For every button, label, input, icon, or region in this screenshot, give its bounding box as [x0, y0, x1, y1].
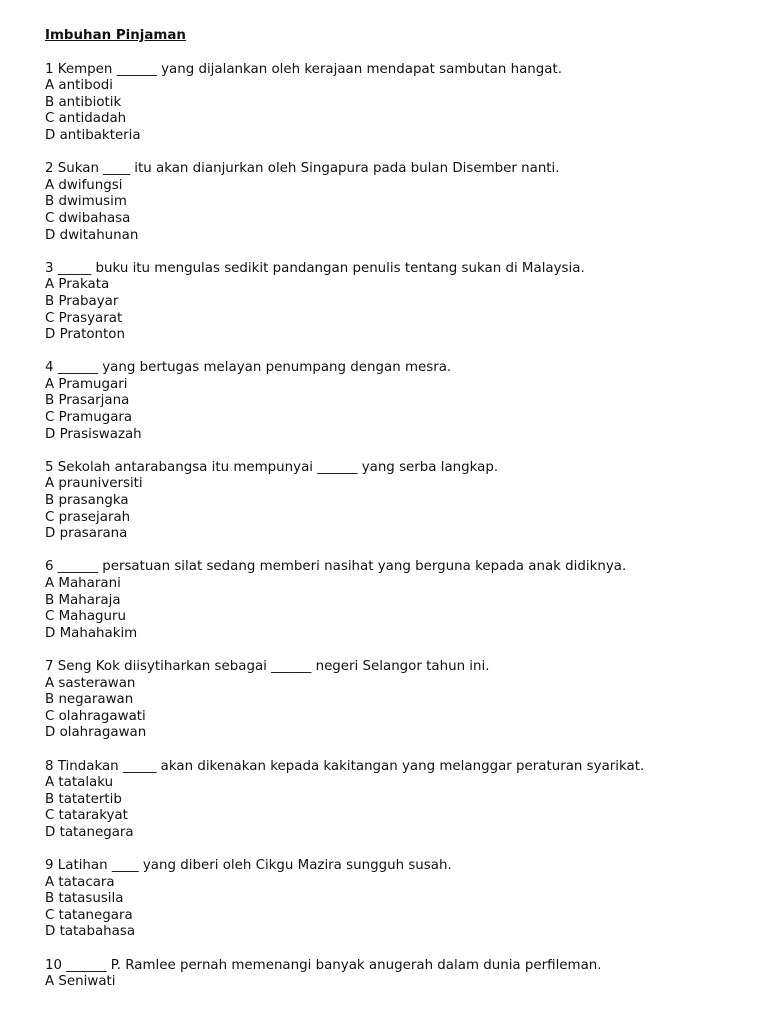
answer-option: C olahragawati	[45, 708, 146, 724]
answer-option: A dwifungsi	[45, 177, 123, 193]
answer-option: A sasterawan	[45, 675, 136, 691]
question-stem: 9 Latihan ____ yang diberi oleh Cikgu Mazira sungguh susah.	[45, 858, 452, 874]
answer-option: C tatarakyat	[45, 808, 128, 824]
question-block	[45, 659, 745, 742]
answer-option: A Prakata	[45, 277, 110, 293]
answer-option: A antibodi	[45, 78, 113, 94]
answer-option: D dwitahunan	[45, 227, 139, 243]
answer-option: A Seniwati	[45, 974, 116, 990]
question-block	[45, 559, 745, 642]
question-stem: 8 Tindakan _____ akan dikenakan kepada kakitangan yang melanggar peraturan syarikat.	[45, 758, 645, 774]
question-block	[45, 261, 745, 344]
answer-option: B Prabayar	[45, 293, 119, 309]
answer-option: C antidadah	[45, 111, 127, 127]
answer-option: D Mahahakim	[45, 625, 138, 641]
question-stem: 10 ______ P. Ramlee pernah memenangi banyak anugerah dalam dunia perfileman.	[45, 957, 602, 973]
answer-option: C prasejarah	[45, 509, 131, 525]
answer-option: B negarawan	[45, 692, 134, 708]
question-stem: 2 Sukan ____ itu akan dianjurkan oleh Singapura pada bulan Disember nanti.	[45, 161, 560, 177]
question-block	[45, 460, 745, 543]
question-stem: 4 ______ yang bertugas melayan penumpang dengan mesra.	[45, 360, 452, 376]
page-title: Imbuhan Pinjaman	[45, 28, 186, 43]
question-block	[45, 161, 745, 244]
question-block	[45, 62, 745, 145]
question-stem: 7 Seng Kok diisytiharkan sebagai ______ negeri Selangor tahun ini.	[45, 658, 490, 674]
answer-option: C Prasyarat	[45, 310, 123, 326]
answer-option: D Prasiswazah	[45, 426, 142, 442]
answer-option: B Maharaja	[45, 592, 121, 608]
answer-option: D tatabahasa	[45, 924, 136, 940]
answer-option: D tatanegara	[45, 824, 134, 840]
answer-option: A tatalaku	[45, 775, 114, 791]
answer-option: B antibiotik	[45, 94, 122, 110]
answer-option: B tatasusila	[45, 891, 124, 907]
answer-option: C tatanegara	[45, 907, 133, 923]
answer-option: D olahragawan	[45, 725, 147, 741]
answer-option: D prasarana	[45, 526, 128, 542]
answer-option: A Pramugari	[45, 376, 128, 392]
answer-option: C Pramugara	[45, 410, 133, 426]
answer-option: A Maharani	[45, 576, 121, 591]
answer-option: B prasangka	[45, 493, 129, 509]
answer-option: C dwibahasa	[45, 210, 131, 226]
question-block	[45, 958, 745, 991]
answer-option: B Prasarjana	[45, 393, 130, 409]
answer-option: B dwimusim	[45, 194, 127, 210]
question-stem: 6 ______ persatuan silat sedang memberi nasihat yang berguna kepada anak didiknya.	[45, 559, 627, 575]
answer-option: A prauniversiti	[45, 476, 143, 492]
question-stem: 3 _____ buku itu mengulas sedikit pandangan penulis tentang sukan di Malaysia.	[45, 260, 585, 276]
question-list	[45, 62, 745, 991]
answer-option: B tatatertib	[45, 791, 122, 807]
answer-option: D Pratonton	[45, 327, 125, 343]
question-block	[45, 360, 745, 443]
question-stem: 1 Kempen ______ yang dijalankan oleh kerajaan mendapat sambutan hangat.	[45, 61, 562, 77]
question-stem: 5 Sekolah antarabangsa itu mempunyai ______ yang serba langkap.	[45, 459, 499, 475]
document-page	[45, 28, 745, 1007]
answer-option: A tatacara	[45, 874, 115, 890]
answer-option: C Mahaguru	[45, 609, 127, 625]
answer-option: D antibakteria	[45, 127, 141, 143]
question-block	[45, 858, 745, 941]
question-block	[45, 759, 745, 842]
